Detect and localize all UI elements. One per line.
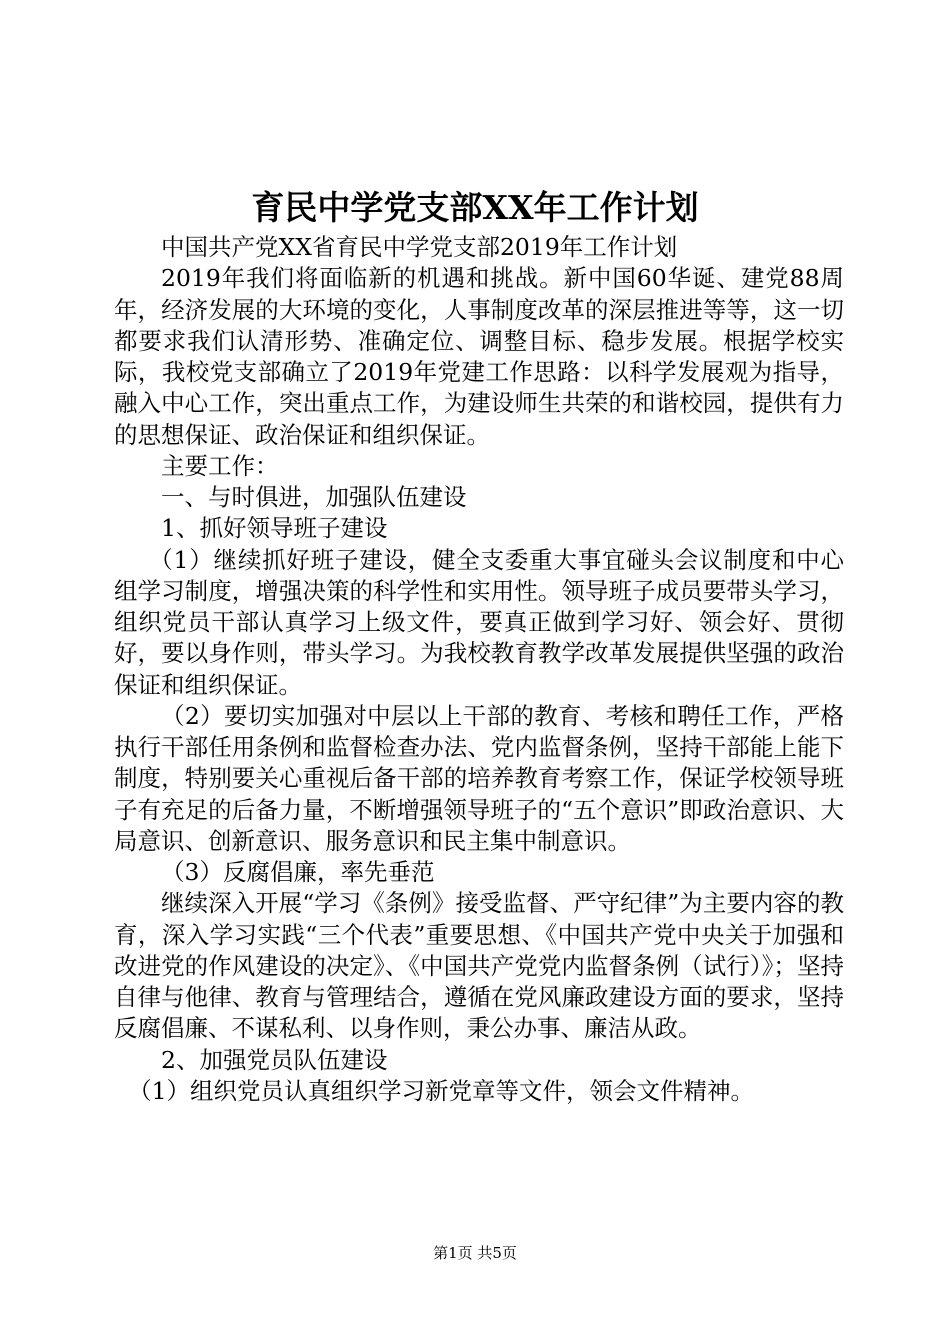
paragraph-item-3-body: 继续深入开展“学习《条例》接受监督、严守纪律”为主要内容的教育，深入学习实践“三个代表”重要思想、《中国共产党中央关于加强和改进党的作风建设的决定》、《中国共产党党内监督条例（试行）》；坚持自律与他律、教育与管理结合，遵循在党风廉政建设方面的要求，坚持反腐倡廉、不谋私利、以身作则，秉公办事、廉洁从政。 xyxy=(114,889,844,1043)
paragraph-intro: 2019年我们将面临新的机遇和挑战。新中国60华诞、建党88周年，经济发展的大环境的变化，人事制度改革的深层推进等等，这一切都要求我们认清形势、准确定位、调整目标、稳步发展。根据学校实际，我校党支部确立了2019年党建工作思路：以科学发展观为指导，融入中心工作，突出重点工作，为建设师生共荣的和谐校园，提供有力的思想保证、政治保证和组织保证。 xyxy=(114,264,844,449)
section-heading-1: 一、与时俱进，加强队伍建设 xyxy=(161,483,467,511)
paragraph-party-item-1: （1）组织党员认真组织学习新党章等文件，领会文件精神。 xyxy=(128,1076,755,1105)
document-body xyxy=(114,232,844,1107)
page-number-footer: 第1页 共5页 xyxy=(433,1244,517,1262)
paragraph-item-1: （1）继续抓好班子建设，健全支委重大事宜碰头会议制度和中心组学习制度，增强决策的科学性和实用性。领导班子成员要带头学习，组织党员干部认真学习上级文件，要真正做到学习好、领会好、贯彻好，要以身作则，带头学习。为我校教育教学改革发展提供坚强的政治保证和组织保证。 xyxy=(114,545,844,699)
paragraph-main-work: 主要工作： xyxy=(161,451,279,480)
subsection-heading-2: 2、加强党员队伍建设 xyxy=(161,1045,388,1074)
subsection-heading-1: 1、抓好领导班子建设 xyxy=(161,514,388,543)
paragraph-item-2: （2）要切实加强对中层以上干部的教育、考核和聘任工作，严格执行干部任用条例和监督检查办法、党内监督条例，坚持干部能上能下制度，特别要关心重视后备干部的培养教育考察工作，保证学校领导班子有充足的后备力量，不断增强领导班子的“五个意识”即政治意识、大局意识、创新意识、服务意识和民主集中制意识。 xyxy=(114,701,844,855)
paragraph-subtitle: 中国共产党XX省育民中学党支部2019年工作计划 xyxy=(161,233,678,261)
document-title: 育民中学党支部XX年工作计划 xyxy=(251,188,699,227)
paragraph-item-3-heading: （3）反腐倡廉，率先垂范 xyxy=(161,858,435,886)
